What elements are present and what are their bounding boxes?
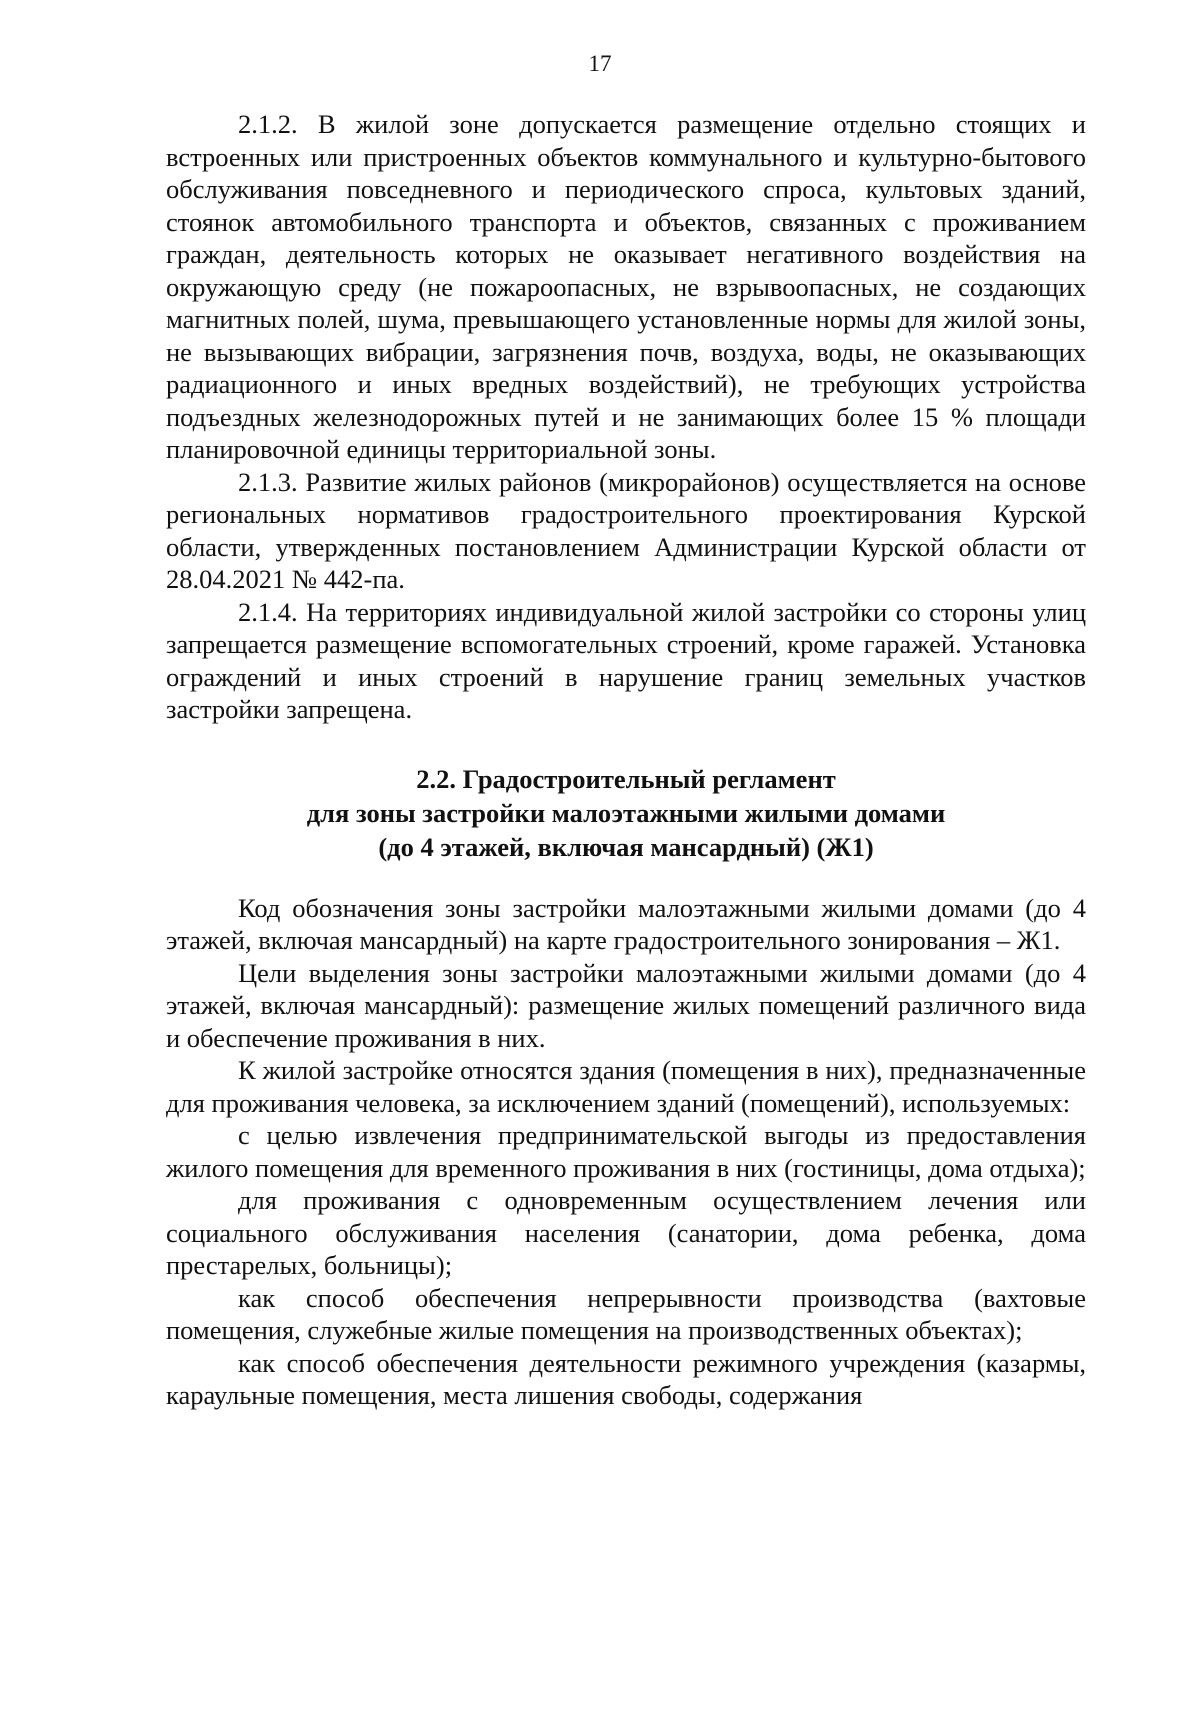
- paragraph-zone-goals: Цели выделения зоны застройки малоэтажными жилыми домами (до 4 этажей, включая мансардный): размещение жилых помещений различного вида и обеспечение проживания в них.: [166, 957, 1086, 1053]
- paragraph-exception-treatment: для проживания с одновременным осуществлением лечения или социального обслуживания населения (санатории, дома ребенка, дома престарелых, больницы);: [166, 1185, 1086, 1280]
- document-body: [166, 108, 1086, 1412]
- page-number: 17: [588, 51, 612, 76]
- paragraph-exception-commercial: с целью извлечения предпринимательской выгоды из предоставления жилого помещения для временного проживания в них (гостиницы, дома отдыха);: [166, 1120, 1086, 1183]
- paragraph-residential-definition: К жилой застройке относятся здания (помещения в них), предназначенные для проживания человека, за исключением зданий (помещений), используемых:: [166, 1055, 1086, 1118]
- paragraph-2-1-4: 2.1.4. На территориях индивидуальной жилой застройки со стороны улиц запрещается размещение вспомогательных строений, кроме гаражей. Установка ограждений и иных строений в нарушение границ земельных участков застройки запрещена.: [166, 596, 1086, 724]
- paragraph-zone-code: Код обозначения зоны застройки малоэтажными жилыми домами (до 4 этажей, включая мансардный) на карте градостроительного зонирования – Ж1.: [166, 892, 1086, 955]
- section-heading: [166, 762, 1086, 864]
- section-heading-line-3: (до 4 этажей, включая мансардный) (Ж1): [378, 831, 874, 862]
- paragraph-2-1-3: 2.1.3. Развитие жилых районов (микрорайонов) осуществляется на основе региональных нормативов градостроительного проектирования Курской области, утвержденных постановлением Администрации Курской области от 28.04.2021 № 442-па.: [166, 466, 1086, 594]
- paragraph-exception-regime: как способ обеспечения деятельности режимного учреждения (казармы, караульные помещения, места лишения свободы, содержания: [166, 1347, 1086, 1410]
- paragraph-exception-production: как способ обеспечения непрерывности производства (вахтовые помещения, служебные жилые помещения на производственных объектах);: [166, 1282, 1086, 1345]
- section-heading-line-2: для зоны застройки малоэтажными жилыми домами: [306, 797, 946, 828]
- section-heading-line-1: 2.2. Градостроительный регламент: [416, 763, 836, 794]
- paragraph-2-1-2: 2.1.2. В жилой зоне допускается размещение отдельно стоящих и встроенных или пристроенных объектов коммунального и культурно-бытового обслуживания повседневного и периодического спроса, культовых зданий, стоянок автомобильного транспорта и объектов, связанных с проживанием граждан, деятельность которых не оказывает негативного воздействия на окружающую среду (не пожароопасных, не взрывоопасных, не создающих магнитных полей, шума, превышающего установленные нормы для жилой зоны, не вызывающих вибрации, загрязнения почв, воздуха, воды, не оказывающих радиационного и иных вредных воздействий), не требующих устройства подъездных железнодорожных путей и не занимающих более 15 % площади планировочной единицы территориальной зоны.: [166, 109, 1086, 464]
